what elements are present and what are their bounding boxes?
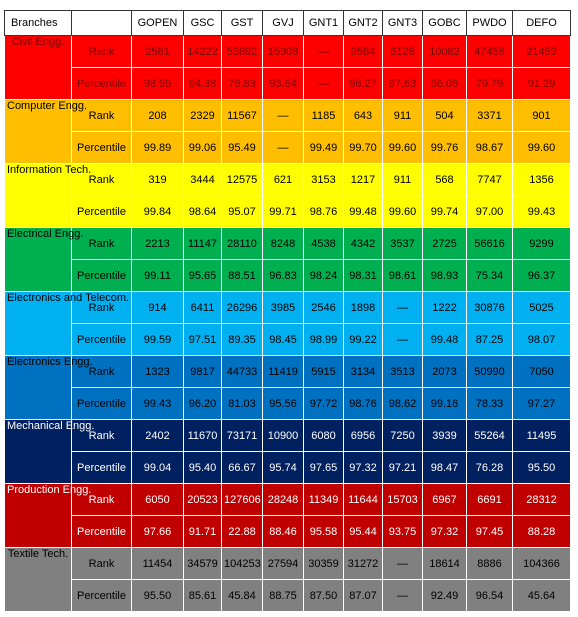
rank-label: Rank xyxy=(72,548,132,580)
rank-cell: 208 xyxy=(132,100,184,132)
rank-cell: 6956 xyxy=(344,420,383,452)
percentile-cell: 95.07 xyxy=(222,196,263,228)
rank-cell: 3371 xyxy=(467,100,513,132)
rank-cell: 14222 xyxy=(184,36,222,68)
percentile-cell: 99.84 xyxy=(132,196,184,228)
percentile-cell: 98.64 xyxy=(184,196,222,228)
percentile-cell: 88.75 xyxy=(263,580,304,612)
percentile-cell: 97.63 xyxy=(383,68,423,100)
percentile-cell: 99.60 xyxy=(383,132,423,164)
rank-cell: 9299 xyxy=(513,228,571,260)
rank-cell: — xyxy=(383,548,423,580)
rank-cell: 2725 xyxy=(423,228,467,260)
rank-cell: 643 xyxy=(344,100,383,132)
rank-cell: 28110 xyxy=(222,228,263,260)
percentile-cell: 97.32 xyxy=(423,516,467,548)
percentile-cell: 92.49 xyxy=(423,580,467,612)
rank-cell: 1222 xyxy=(423,292,467,324)
rank-cell: 901 xyxy=(513,100,571,132)
percentile-cell: 98.67 xyxy=(467,132,513,164)
rank-cell: 20523 xyxy=(184,484,222,516)
percentile-cell: 95.40 xyxy=(184,452,222,484)
rank-cell: 6126 xyxy=(383,36,423,68)
rank-cell: 56616 xyxy=(467,228,513,260)
percentile-cell: 98.47 xyxy=(423,452,467,484)
percentile-cell: 88.46 xyxy=(263,516,304,548)
rank-label: Rank xyxy=(72,100,132,132)
rank-cell: 47458 xyxy=(467,36,513,68)
percentile-cell: 99.11 xyxy=(132,260,184,292)
percentile-label: Percentile xyxy=(72,452,132,484)
percentile-cell: 93.64 xyxy=(263,68,304,100)
rank-cell: 1185 xyxy=(304,100,344,132)
rank-cell: 18614 xyxy=(423,548,467,580)
percentile-label: Percentile xyxy=(72,132,132,164)
table-row-percentile xyxy=(5,452,571,484)
percentile-cell: 96.27 xyxy=(344,68,383,100)
percentile-cell: 95.49 xyxy=(222,132,263,164)
percentile-label: Percentile xyxy=(72,580,132,612)
percentile-cell: 96.37 xyxy=(513,260,571,292)
percentile-cell: 95.50 xyxy=(513,452,571,484)
rank-cell: 5915 xyxy=(304,356,344,388)
percentile-cell: 99.70 xyxy=(344,132,383,164)
percentile-cell: 99.06 xyxy=(184,132,222,164)
table-row-percentile xyxy=(5,580,571,612)
table-row-rank xyxy=(5,356,571,388)
rank-cell: — xyxy=(304,36,344,68)
percentile-label: Percentile xyxy=(72,516,132,548)
rank-cell: 73171 xyxy=(222,420,263,452)
rank-cell: 7250 xyxy=(383,420,423,452)
rank-cell: 31272 xyxy=(344,548,383,580)
table-row-rank xyxy=(5,484,571,516)
percentile-cell: 91.29 xyxy=(513,68,571,100)
rank-cell: 6080 xyxy=(304,420,344,452)
percentile-label: Percentile xyxy=(72,260,132,292)
percentile-cell: 96.54 xyxy=(467,580,513,612)
rank-cell: 44733 xyxy=(222,356,263,388)
rank-cell: 8248 xyxy=(263,228,304,260)
rank-cell: 11147 xyxy=(184,228,222,260)
percentile-cell: 97.72 xyxy=(304,388,344,420)
table-row-percentile xyxy=(5,196,571,228)
rank-cell: 3444 xyxy=(184,164,222,196)
percentile-cell: 95.58 xyxy=(304,516,344,548)
percentile-cell: 76.83 xyxy=(222,68,263,100)
column-header-gobc: GOBC xyxy=(423,11,467,36)
rank-cell: 50990 xyxy=(467,356,513,388)
column-header-gopen: GOPEN xyxy=(132,11,184,36)
rank-cell: 6411 xyxy=(184,292,222,324)
rank-cell: 568 xyxy=(423,164,467,196)
rank-cell: 911 xyxy=(383,164,423,196)
percentile-label: Percentile xyxy=(72,324,132,356)
percentile-cell: 98.99 xyxy=(304,324,344,356)
rank-cell: 1323 xyxy=(132,356,184,388)
rank-cell: 2329 xyxy=(184,100,222,132)
percentile-cell: 66.67 xyxy=(222,452,263,484)
rank-cell: 7050 xyxy=(513,356,571,388)
rank-cell: 10082 xyxy=(423,36,467,68)
rank-cell: 11567 xyxy=(222,100,263,132)
percentile-cell: 97.66 xyxy=(132,516,184,548)
rank-cell: 1356 xyxy=(513,164,571,196)
percentile-cell: 93.75 xyxy=(383,516,423,548)
rank-cell: 3513 xyxy=(383,356,423,388)
percentile-cell: 99.59 xyxy=(132,324,184,356)
percentile-cell: 75.34 xyxy=(467,260,513,292)
percentile-cell: 98.07 xyxy=(513,324,571,356)
rank-cell: 4342 xyxy=(344,228,383,260)
percentile-cell: 97.45 xyxy=(467,516,513,548)
column-header-gnt2: GNT2 xyxy=(344,11,383,36)
percentile-cell: 45.64 xyxy=(513,580,571,612)
rank-label: Rank xyxy=(72,228,132,260)
rank-cell: 621 xyxy=(263,164,304,196)
rank-cell: 3939 xyxy=(423,420,467,452)
percentile-cell: 99.76 xyxy=(423,132,467,164)
column-header-gnt3: GNT3 xyxy=(383,11,423,36)
rank-cell: 55264 xyxy=(467,420,513,452)
branch-name: Production Engg. xyxy=(5,484,72,548)
percentile-cell: 45.84 xyxy=(222,580,263,612)
rank-cell: 53892 xyxy=(222,36,263,68)
rank-cell: 2213 xyxy=(132,228,184,260)
percentile-cell: 95.56 xyxy=(263,388,304,420)
rank-cell: 9584 xyxy=(344,36,383,68)
rank-cell: 8886 xyxy=(467,548,513,580)
rank-cell: 7747 xyxy=(467,164,513,196)
percentile-cell: 99.43 xyxy=(513,196,571,228)
table-row-percentile xyxy=(5,260,571,292)
percentile-cell: 88.28 xyxy=(513,516,571,548)
rank-label: Rank xyxy=(72,292,132,324)
percentile-cell: 95.74 xyxy=(263,452,304,484)
percentile-cell: 85.61 xyxy=(184,580,222,612)
percentile-cell: — xyxy=(304,68,344,100)
percentile-cell: 97.00 xyxy=(467,196,513,228)
percentile-cell: 99.60 xyxy=(383,196,423,228)
rank-cell: 2402 xyxy=(132,420,184,452)
percentile-cell: 99.89 xyxy=(132,132,184,164)
rank-cell: 11349 xyxy=(304,484,344,516)
table-row-percentile xyxy=(5,324,571,356)
rank-label: Rank xyxy=(72,356,132,388)
column-header-gsc: GSC xyxy=(184,11,222,36)
table-row-rank xyxy=(5,228,571,260)
rank-cell: 9817 xyxy=(184,356,222,388)
rank-label: Rank xyxy=(72,164,132,196)
table-row-rank xyxy=(5,292,571,324)
column-header-gvj: GVJ xyxy=(263,11,304,36)
percentile-cell: 89.35 xyxy=(222,324,263,356)
table-row-percentile xyxy=(5,388,571,420)
percentile-cell: 99.43 xyxy=(132,388,184,420)
rank-cell: 2073 xyxy=(423,356,467,388)
percentile-cell: 96.83 xyxy=(263,260,304,292)
percentile-cell: 99.22 xyxy=(344,324,383,356)
percentile-cell: 96.06 xyxy=(423,68,467,100)
percentile-label: Percentile xyxy=(72,388,132,420)
rank-cell: 319 xyxy=(132,164,184,196)
rank-cell: 21459 xyxy=(513,36,571,68)
percentile-cell: 99.16 xyxy=(423,388,467,420)
percentile-cell: 97.21 xyxy=(383,452,423,484)
percentile-cell: 99.71 xyxy=(263,196,304,228)
percentile-cell: 94.38 xyxy=(184,68,222,100)
column-header-pwdo: PWDO xyxy=(467,11,513,36)
table-row-rank xyxy=(5,548,571,580)
table-row-percentile xyxy=(5,68,571,100)
rank-cell: 26296 xyxy=(222,292,263,324)
percentile-cell: 99.04 xyxy=(132,452,184,484)
rank-cell: 28248 xyxy=(263,484,304,516)
percentile-cell: 22.88 xyxy=(222,516,263,548)
rank-cell: 3153 xyxy=(304,164,344,196)
rank-cell: 127606 xyxy=(222,484,263,516)
rank-cell: 6050 xyxy=(132,484,184,516)
branch-name: Computer Engg. xyxy=(5,100,72,164)
percentile-cell: 95.44 xyxy=(344,516,383,548)
percentile-cell: 98.31 xyxy=(344,260,383,292)
rank-cell: 3985 xyxy=(263,292,304,324)
rank-cell: 5025 xyxy=(513,292,571,324)
rank-cell: 11670 xyxy=(184,420,222,452)
table-row-rank xyxy=(5,36,571,68)
rank-cell: 914 xyxy=(132,292,184,324)
cutoff-table xyxy=(4,10,571,612)
percentile-cell: 98.93 xyxy=(423,260,467,292)
rank-cell: 11419 xyxy=(263,356,304,388)
percentile-cell: 98.61 xyxy=(383,260,423,292)
percentile-cell: 79.79 xyxy=(467,68,513,100)
rank-cell: 6691 xyxy=(467,484,513,516)
percentile-cell: 88.51 xyxy=(222,260,263,292)
percentile-cell: 95.65 xyxy=(184,260,222,292)
header-row xyxy=(5,11,571,36)
column-header-type xyxy=(72,11,132,36)
percentile-cell: 99.48 xyxy=(344,196,383,228)
rank-cell: 911 xyxy=(383,100,423,132)
rank-cell: 504 xyxy=(423,100,467,132)
rank-cell: 27594 xyxy=(263,548,304,580)
percentile-label: Percentile xyxy=(72,196,132,228)
percentile-cell: 76.28 xyxy=(467,452,513,484)
rank-cell: 11644 xyxy=(344,484,383,516)
rank-cell: 1898 xyxy=(344,292,383,324)
branch-name: Mechanical Engg. xyxy=(5,420,72,484)
rank-cell: 104253 xyxy=(222,548,263,580)
percentile-cell: 97.51 xyxy=(184,324,222,356)
percentile-cell: 95.50 xyxy=(132,580,184,612)
rank-cell: 2546 xyxy=(304,292,344,324)
column-header-gst: GST xyxy=(222,11,263,36)
rank-cell: 15703 xyxy=(383,484,423,516)
percentile-cell: 98.99 xyxy=(132,68,184,100)
table-row-percentile xyxy=(5,132,571,164)
rank-cell: 6967 xyxy=(423,484,467,516)
percentile-cell: — xyxy=(383,324,423,356)
percentile-cell: 99.74 xyxy=(423,196,467,228)
percentile-cell: 81.03 xyxy=(222,388,263,420)
rank-cell: 3537 xyxy=(383,228,423,260)
percentile-cell: 78.33 xyxy=(467,388,513,420)
rank-cell: 2581 xyxy=(132,36,184,68)
rank-cell: — xyxy=(383,292,423,324)
percentile-cell: 97.32 xyxy=(344,452,383,484)
rank-cell: 104366 xyxy=(513,548,571,580)
branch-name: Information Tech. xyxy=(5,164,72,228)
rank-cell: 28312 xyxy=(513,484,571,516)
rank-cell: 15908 xyxy=(263,36,304,68)
percentile-cell: 99.48 xyxy=(423,324,467,356)
percentile-cell: 87.07 xyxy=(344,580,383,612)
table-row-rank xyxy=(5,420,571,452)
percentile-cell: 91.71 xyxy=(184,516,222,548)
percentile-cell: 96.20 xyxy=(184,388,222,420)
rank-cell: 34579 xyxy=(184,548,222,580)
percentile-cell: 97.65 xyxy=(304,452,344,484)
rank-cell: 3134 xyxy=(344,356,383,388)
rank-cell: 12575 xyxy=(222,164,263,196)
table-row-rank xyxy=(5,100,571,132)
column-header-gnt1: GNT1 xyxy=(304,11,344,36)
percentile-cell: — xyxy=(263,132,304,164)
percentile-cell: 97.27 xyxy=(513,388,571,420)
percentile-cell: 98.24 xyxy=(304,260,344,292)
rank-label: Rank xyxy=(72,484,132,516)
table-row-rank xyxy=(5,164,571,196)
table-row-percentile xyxy=(5,516,571,548)
percentile-cell: 98.76 xyxy=(344,388,383,420)
rank-label: Rank xyxy=(72,36,132,68)
rank-cell: 4538 xyxy=(304,228,344,260)
percentile-cell: 99.49 xyxy=(304,132,344,164)
column-header-branches: Branches xyxy=(5,11,72,36)
rank-cell: 30359 xyxy=(304,548,344,580)
percentile-cell: 98.62 xyxy=(383,388,423,420)
rank-label: Rank xyxy=(72,420,132,452)
rank-cell: 10900 xyxy=(263,420,304,452)
rank-cell: 11495 xyxy=(513,420,571,452)
branch-name: Textile Tech. xyxy=(5,548,72,612)
percentile-label: Percentile xyxy=(72,68,132,100)
rank-cell: — xyxy=(263,100,304,132)
percentile-cell: 87.25 xyxy=(467,324,513,356)
percentile-cell: 87.50 xyxy=(304,580,344,612)
percentile-cell: 99.60 xyxy=(513,132,571,164)
percentile-cell: — xyxy=(383,580,423,612)
branch-name: Electronics Engg. xyxy=(5,356,72,420)
rank-cell: 30876 xyxy=(467,292,513,324)
rank-cell: 1217 xyxy=(344,164,383,196)
rank-cell: 11454 xyxy=(132,548,184,580)
branch-name: Electronics and Telecom. xyxy=(5,292,72,356)
branch-name: Electrical Engg. xyxy=(5,228,72,292)
column-header-defo: DEFO xyxy=(513,11,571,36)
branch-name: Civil Engg. xyxy=(5,36,72,100)
percentile-cell: 98.45 xyxy=(263,324,304,356)
percentile-cell: 98.76 xyxy=(304,196,344,228)
table-body xyxy=(5,36,571,612)
